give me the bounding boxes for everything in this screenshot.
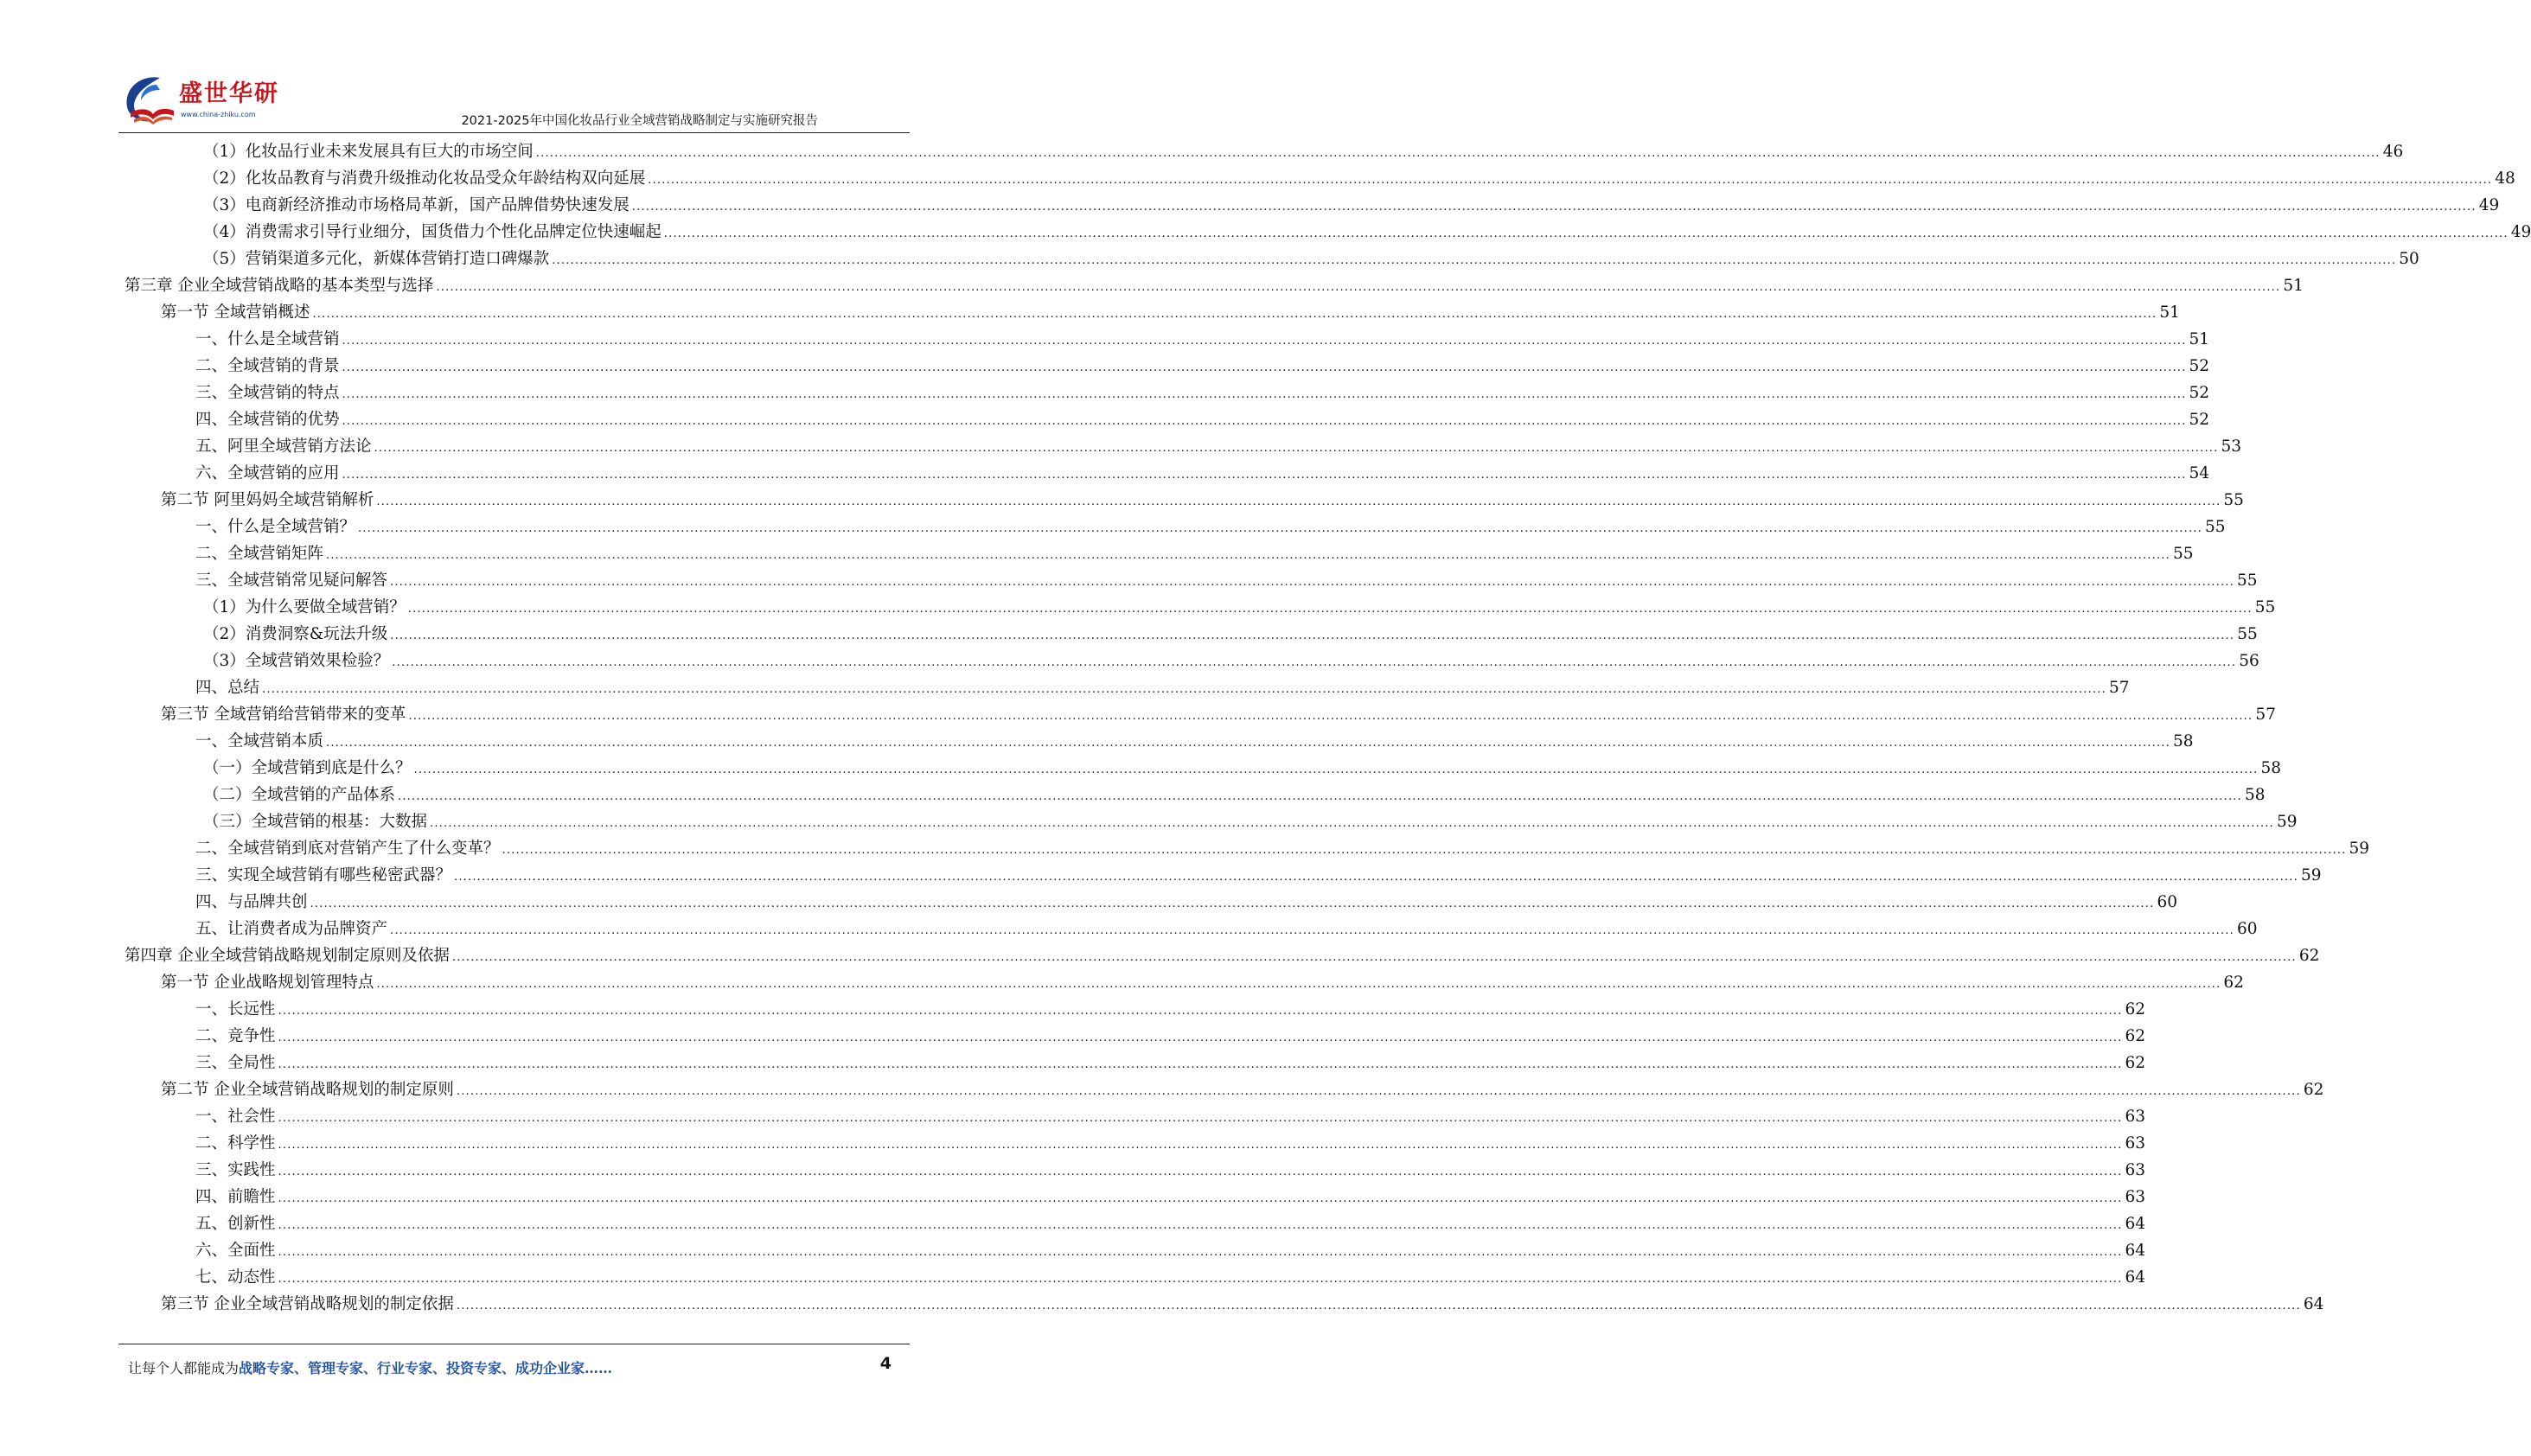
toc-entry[interactable] bbox=[161, 299, 2180, 326]
toc-dot-leader: ................................................................................................................................................................................................................................................................................................................................................................................................................ bbox=[278, 1005, 2123, 1018]
toc-entry-label: （2）化妆品教育与消费升级推动化妆品受众年龄结构双向延展 bbox=[203, 169, 646, 188]
toc-entry-page: 62 bbox=[2223, 974, 2244, 992]
toc-dot-leader: ................................................................................................................................................................................................................................................................................................................................................................................................................ bbox=[413, 763, 2259, 776]
toc-entry-label: 六、全面性 bbox=[195, 1242, 276, 1260]
toc-entry[interactable] bbox=[195, 835, 2369, 862]
toc-entry[interactable] bbox=[195, 728, 2194, 755]
toc-entry-page: 64 bbox=[2303, 1295, 2324, 1313]
toc-entry-label: 第一节 企业战略规划管理特点 bbox=[161, 974, 374, 992]
toc-entry-page: 63 bbox=[2125, 1188, 2145, 1206]
toc-dot-leader: ................................................................................................................................................................................................................................................................................................................................................................................................................ bbox=[456, 1085, 2301, 1098]
toc-entry-page: 56 bbox=[2239, 652, 2259, 670]
toc-dot-leader: ................................................................................................................................................................................................................................................................................................................................................................................................................ bbox=[390, 576, 2234, 589]
header-divider bbox=[118, 132, 910, 133]
toc-dot-leader: ................................................................................................................................................................................................................................................................................................................................................................................................................ bbox=[535, 147, 2381, 160]
toc-entry-label: 二、竞争性 bbox=[195, 1027, 276, 1045]
footer-slogan bbox=[128, 1357, 612, 1377]
toc-dot-leader: ................................................................................................................................................................................................................................................................................................................................................................................................................ bbox=[376, 978, 2221, 991]
toc-dot-leader: ................................................................................................................................................................................................................................................................................................................................................................................................................ bbox=[262, 683, 2106, 696]
toc-dot-leader: ................................................................................................................................................................................................................................................................................................................................................................................................................ bbox=[342, 335, 2187, 348]
toc-entry-page: 52 bbox=[2189, 411, 2209, 429]
toc-entry-page: 63 bbox=[2125, 1161, 2145, 1179]
company-logo bbox=[122, 73, 279, 126]
toc-entry-page: 62 bbox=[2298, 947, 2320, 965]
toc-entry[interactable] bbox=[203, 755, 2281, 782]
toc-entry-label: 三、全域营销常见疑问解答 bbox=[195, 572, 388, 590]
toc-entry-label: 二、全域营销到底对营销产生了什么变革？ bbox=[195, 840, 500, 858]
toc-entry[interactable] bbox=[161, 1076, 2324, 1103]
toc-entry[interactable] bbox=[195, 1237, 2145, 1264]
toc-dot-leader: ................................................................................................................................................................................................................................................................................................................................................................................................................ bbox=[436, 281, 2281, 294]
toc-entry-label: 四、前瞻性 bbox=[195, 1188, 276, 1206]
toc-entry[interactable] bbox=[195, 353, 2209, 380]
toc-dot-leader: ................................................................................................................................................................................................................................................................................................................................................................................................................ bbox=[326, 737, 2170, 750]
toc-dot-leader: ................................................................................................................................................................................................................................................................................................................................................................................................................ bbox=[454, 871, 2298, 884]
toc-entry[interactable] bbox=[195, 380, 2209, 406]
toc-entry-page: 64 bbox=[2125, 1215, 2145, 1233]
toc-entry-label: 四、全域营销的优势 bbox=[195, 411, 340, 429]
toc-entry[interactable] bbox=[203, 648, 2259, 674]
toc-entry-label: 第三章 企业全域营销战略的基本类型与选择 bbox=[125, 277, 434, 295]
toc-entry[interactable] bbox=[195, 1050, 2145, 1076]
toc-entry[interactable] bbox=[161, 969, 2244, 996]
toc-dot-leader: ................................................................................................................................................................................................................................................................................................................................................................................................................ bbox=[278, 1273, 2123, 1286]
toc-entry-label: 二、全域营销的背景 bbox=[195, 357, 340, 375]
toc-entry-label: 二、科学性 bbox=[195, 1134, 276, 1153]
toc-entry-page: 55 bbox=[2254, 598, 2276, 616]
toc-entry-label: 四、与品牌共创 bbox=[195, 893, 308, 911]
toc-entry[interactable] bbox=[203, 782, 2266, 808]
toc-entry-label: 六、全域营销的应用 bbox=[195, 464, 340, 482]
toc-entry-page: 46 bbox=[2382, 143, 2404, 161]
toc-entry-page: 57 bbox=[2108, 679, 2130, 697]
toc-entry-page: 60 bbox=[2236, 920, 2258, 938]
toc-entry-page: 63 bbox=[2125, 1108, 2145, 1126]
toc-dot-leader: ................................................................................................................................................................................................................................................................................................................................................................................................................ bbox=[310, 897, 2155, 910]
toc-entry[interactable] bbox=[195, 406, 2209, 433]
toc-entry-label: （二）全域营销的产品体系 bbox=[203, 786, 396, 804]
toc-entry-page: 58 bbox=[2260, 759, 2281, 777]
toc-entry[interactable] bbox=[195, 460, 2209, 487]
toc-entry-label: 第三节 企业全域营销战略规划的制定依据 bbox=[161, 1295, 454, 1313]
toc-entry-label: （1）化妆品行业未来发展具有巨大的市场空间 bbox=[203, 143, 534, 161]
toc-entry-label: 第二节 企业全域营销战略规划的制定原则 bbox=[161, 1081, 454, 1099]
toc-entry-label: （2）消费洞察&玩法升级 bbox=[203, 625, 388, 643]
toc-entry-page: 49 bbox=[2510, 223, 2531, 241]
toc-entry-page: 55 bbox=[2236, 572, 2258, 590]
toc-entry-page: 53 bbox=[2221, 437, 2241, 456]
toc-dot-leader: ................................................................................................................................................................................................................................................................................................................................................................................................................ bbox=[374, 442, 2219, 455]
toc-entry[interactable] bbox=[125, 272, 2304, 299]
toc-entry[interactable] bbox=[203, 246, 2419, 272]
toc-entry[interactable] bbox=[195, 540, 2194, 567]
toc-entry-label: 一、社会性 bbox=[195, 1108, 276, 1126]
toc-entry[interactable] bbox=[125, 942, 2320, 969]
toc-entry-page: 58 bbox=[2244, 786, 2266, 804]
toc-dot-leader: ................................................................................................................................................................................................................................................................................................................................................................................................................ bbox=[390, 924, 2234, 937]
toc-entry-label: 一、什么是全域营销 bbox=[195, 330, 340, 348]
toc-dot-leader: ................................................................................................................................................................................................................................................................................................................................................................................................................ bbox=[278, 1192, 2123, 1205]
toc-entry[interactable] bbox=[203, 219, 2531, 246]
toc-entry[interactable] bbox=[195, 1157, 2145, 1184]
toc-entry[interactable] bbox=[195, 889, 2177, 916]
toc-dot-leader: ................................................................................................................................................................................................................................................................................................................................................................................................................ bbox=[342, 361, 2187, 374]
toc-entry-label: （三）全域营销的根基：大数据 bbox=[203, 813, 428, 831]
toc-entry-label: 七、动态性 bbox=[195, 1268, 276, 1287]
toc-entry[interactable] bbox=[195, 1264, 2145, 1291]
toc-entry[interactable] bbox=[203, 192, 2500, 219]
toc-entry-label: 第四章 企业全域营销战略规划制定原则及依据 bbox=[125, 947, 450, 965]
toc-entry-label: （3）电商新经济推动市场格局革新，国产品牌借势快速发展 bbox=[203, 196, 630, 214]
toc-entry[interactable] bbox=[195, 326, 2209, 353]
toc-entry-label: （4）消费需求引导行业细分，国货借力个性化品牌定位快速崛起 bbox=[203, 223, 662, 241]
toc-dot-leader: ................................................................................................................................................................................................................................................................................................................................................................................................................ bbox=[312, 308, 2157, 321]
toc-entry-label: 三、实现全域营销有哪些秘密武器？ bbox=[195, 866, 452, 884]
toc-dot-leader: ................................................................................................................................................................................................................................................................................................................................................................................................................ bbox=[390, 629, 2235, 642]
toc-entry-page: 64 bbox=[2125, 1268, 2145, 1287]
toc-entry[interactable] bbox=[161, 701, 2276, 728]
toc-entry-label: 三、实践性 bbox=[195, 1161, 276, 1179]
toc-entry-page: 60 bbox=[2157, 893, 2177, 911]
toc-entry-page: 55 bbox=[2223, 491, 2244, 509]
toc-entry-page: 59 bbox=[2300, 866, 2322, 884]
report-title: 2021-2025年中国化妆品行业全域营销战略制定与实施研究报告 bbox=[461, 114, 818, 128]
toc-entry-page: 59 bbox=[2349, 840, 2369, 858]
toc-dot-leader: ................................................................................................................................................................................................................................................................................................................................................................................................................ bbox=[430, 817, 2274, 830]
toc-entry-label: 第三节 全域营销给营销带来的变革 bbox=[161, 706, 406, 724]
toc-entry[interactable] bbox=[203, 621, 2258, 648]
toc-dot-leader: ................................................................................................................................................................................................................................................................................................................................................................................................................ bbox=[552, 254, 2397, 267]
slogan-highlight: 战略专家、管理专家、行业专家、投资专家、成功企业家…… bbox=[239, 1360, 613, 1376]
toc-entry-page: 51 bbox=[2283, 277, 2304, 295]
toc-entry[interactable] bbox=[203, 808, 2298, 835]
toc-dot-leader: ................................................................................................................................................................................................................................................................................................................................................................................................................ bbox=[278, 1246, 2123, 1259]
toc-dot-leader: ................................................................................................................................................................................................................................................................................................................................................................................................................ bbox=[376, 495, 2221, 508]
toc-entry[interactable] bbox=[195, 433, 2241, 460]
toc-entry-page: 62 bbox=[2125, 1054, 2145, 1072]
toc-entry[interactable] bbox=[195, 1130, 2145, 1157]
toc-entry[interactable] bbox=[195, 916, 2258, 942]
toc-dot-leader: ................................................................................................................................................................................................................................................................................................................................................................................................................ bbox=[278, 1058, 2123, 1071]
toc-entry-label: （一）全域营销到底是什么？ bbox=[203, 759, 412, 777]
toc-dot-leader: ................................................................................................................................................................................................................................................................................................................................................................................................................ bbox=[502, 844, 2347, 857]
toc-entry-label: 一、全域营销本质 bbox=[195, 732, 324, 750]
toc-entry-page: 50 bbox=[2399, 250, 2419, 268]
toc-entry-label: 一、长远性 bbox=[195, 1000, 276, 1019]
toc-dot-leader: ................................................................................................................................................................................................................................................................................................................................................................................................................ bbox=[451, 951, 2297, 964]
toc-entry-label: （5）营销渠道多元化，新媒体营销打造口碑爆款 bbox=[203, 250, 550, 268]
toc-entry-page: 62 bbox=[2125, 1000, 2145, 1019]
toc-entry-page: 59 bbox=[2276, 813, 2298, 831]
toc-entry-label: 五、让消费者成为品牌资产 bbox=[195, 920, 388, 938]
toc-entry-label: 四、总结 bbox=[195, 679, 260, 697]
toc-dot-leader: ................................................................................................................................................................................................................................................................................................................................................................................................................ bbox=[342, 388, 2187, 401]
toc-entry[interactable] bbox=[195, 862, 2322, 889]
toc-entry-label: 第二节 阿里妈妈全域营销解析 bbox=[161, 491, 374, 509]
toc-entry-page: 62 bbox=[2303, 1081, 2324, 1099]
toc-entry-page: 54 bbox=[2189, 464, 2209, 482]
toc-dot-leader: ................................................................................................................................................................................................................................................................................................................................................................................................................ bbox=[278, 1165, 2123, 1178]
toc-entry-label: （3）全域营销效果检验？ bbox=[203, 652, 390, 670]
toc-entry-page: 64 bbox=[2125, 1242, 2145, 1260]
toc-dot-leader: ................................................................................................................................................................................................................................................................................................................................................................................................................ bbox=[663, 227, 2509, 240]
toc-dot-leader: ................................................................................................................................................................................................................................................................................................................................................................................................................ bbox=[392, 656, 2237, 669]
toc-dot-leader: ................................................................................................................................................................................................................................................................................................................................................................................................................ bbox=[456, 1300, 2301, 1312]
toc-entry-page: 51 bbox=[2159, 303, 2180, 322]
toc-dot-leader: ................................................................................................................................................................................................................................................................................................................................................................................................................ bbox=[631, 201, 2477, 214]
toc-entry[interactable] bbox=[203, 165, 2515, 192]
toc-entry-label: 第一节 全域营销概述 bbox=[161, 303, 310, 322]
toc-entry-page: 49 bbox=[2478, 196, 2500, 214]
toc-entry-page: 55 bbox=[2237, 625, 2258, 643]
toc-entry-page: 51 bbox=[2189, 330, 2209, 348]
toc-dot-leader: ................................................................................................................................................................................................................................................................................................................................................................................................................ bbox=[398, 790, 2242, 803]
slogan-prefix: 让每个人都能成为 bbox=[128, 1360, 240, 1376]
toc-entry[interactable] bbox=[161, 1291, 2324, 1318]
toc-dot-leader: ................................................................................................................................................................................................................................................................................................................................................................................................................ bbox=[408, 710, 2253, 723]
toc-entry[interactable] bbox=[203, 594, 2276, 621]
toc-entry[interactable] bbox=[195, 514, 2226, 540]
toc-entry-page: 57 bbox=[2255, 706, 2276, 724]
toc-dot-leader: ................................................................................................................................................................................................................................................................................................................................................................................................................ bbox=[326, 549, 2170, 562]
toc-dot-leader: ................................................................................................................................................................................................................................................................................................................................................................................................................ bbox=[278, 1219, 2123, 1232]
toc-entry-page: 55 bbox=[2172, 545, 2194, 563]
toc-dot-leader: ................................................................................................................................................................................................................................................................................................................................................................................................................ bbox=[278, 1031, 2123, 1044]
toc-entry[interactable] bbox=[161, 487, 2244, 514]
toc-dot-leader: ................................................................................................................................................................................................................................................................................................................................................................................................................ bbox=[407, 603, 2253, 616]
toc-entry[interactable] bbox=[195, 567, 2258, 594]
toc-entry-label: 三、全域营销的特点 bbox=[195, 384, 340, 402]
page-number: 4 bbox=[879, 1354, 892, 1373]
toc-entry-label: 三、全局性 bbox=[195, 1054, 276, 1072]
toc-entry-page: 58 bbox=[2172, 732, 2194, 750]
toc-entry-page: 63 bbox=[2125, 1134, 2145, 1153]
toc-dot-leader: ................................................................................................................................................................................................................................................................................................................................................................................................................ bbox=[358, 522, 2202, 535]
toc-entry-label: 五、创新性 bbox=[195, 1215, 276, 1233]
toc-dot-leader: ................................................................................................................................................................................................................................................................................................................................................................................................................ bbox=[278, 1139, 2123, 1152]
toc-entry-label: 一、什么是全域营销？ bbox=[195, 518, 356, 536]
toc-entry[interactable] bbox=[195, 1184, 2145, 1210]
toc-entry[interactable] bbox=[195, 674, 2130, 701]
toc-dot-leader: ................................................................................................................................................................................................................................................................................................................................................................................................................ bbox=[342, 415, 2187, 428]
toc-entry-page: 55 bbox=[2204, 518, 2226, 536]
logo-emblem-icon bbox=[122, 73, 177, 126]
toc-entry-label: 二、全域营销矩阵 bbox=[195, 545, 324, 563]
toc-entry-page: 62 bbox=[2125, 1027, 2145, 1045]
toc-entry-page: 48 bbox=[2495, 169, 2515, 188]
toc-entry[interactable] bbox=[195, 1103, 2145, 1130]
logo-text: 盛世华研 bbox=[179, 80, 279, 107]
toc-dot-leader: ................................................................................................................................................................................................................................................................................................................................................................................................................ bbox=[648, 174, 2493, 187]
toc-entry[interactable] bbox=[195, 1023, 2145, 1050]
toc-entry-label: 五、阿里全域营销方法论 bbox=[195, 437, 372, 456]
toc-entry-page: 52 bbox=[2189, 357, 2209, 375]
toc-entry-page: 52 bbox=[2189, 384, 2209, 402]
toc-entry[interactable] bbox=[195, 996, 2145, 1023]
toc-entry[interactable] bbox=[203, 138, 2404, 165]
toc-entry[interactable] bbox=[195, 1210, 2145, 1237]
logo-url: www.china-zhiku.com bbox=[181, 111, 256, 118]
toc-dot-leader: ................................................................................................................................................................................................................................................................................................................................................................................................................ bbox=[342, 469, 2187, 482]
toc-dot-leader: ................................................................................................................................................................................................................................................................................................................................................................................................................ bbox=[278, 1112, 2123, 1125]
toc-entry-label: （1）为什么要做全域营销？ bbox=[203, 598, 406, 616]
